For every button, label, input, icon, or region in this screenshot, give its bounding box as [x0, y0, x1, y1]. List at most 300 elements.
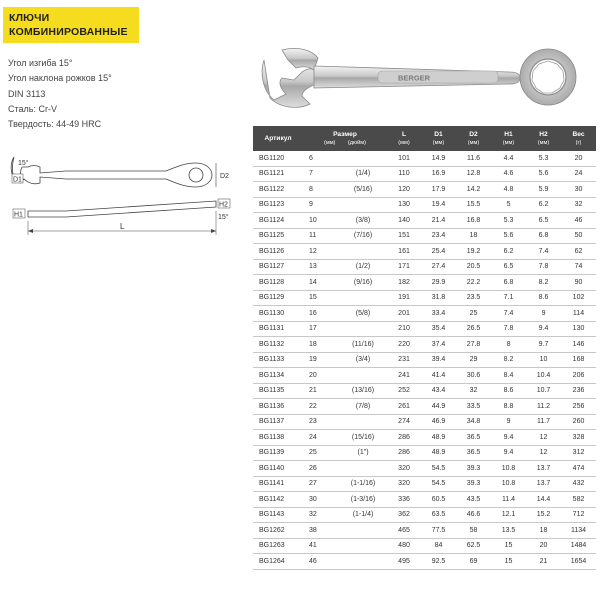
- cell-weight: 102: [561, 290, 596, 306]
- cell-size-inch: (15/16): [339, 430, 387, 446]
- cell-size-mm: 13: [303, 259, 339, 275]
- cell-length: 320: [387, 461, 421, 477]
- cell-length: 465: [387, 523, 421, 539]
- cell-h2: 20: [526, 538, 561, 554]
- cell-article: BG1123: [253, 197, 303, 213]
- cell-size-mm: 9: [303, 197, 339, 213]
- cell-size-inch: [339, 538, 387, 554]
- table-row: [253, 244, 596, 260]
- cell-length: 110: [387, 166, 421, 182]
- header-h2: H2 (мм): [537, 130, 550, 146]
- cell-weight: 1654: [561, 554, 596, 570]
- cell-h1: 8.6: [491, 383, 526, 399]
- header-d1: D1 (мм): [432, 130, 445, 146]
- cell-h2: 10.4: [526, 368, 561, 384]
- cell-length: 241: [387, 368, 421, 384]
- cell-weight: 1134: [561, 523, 596, 539]
- cell-d2: 27.8: [456, 337, 491, 353]
- cell-size-mm: 22: [303, 399, 339, 415]
- cell-h2: 9.4: [526, 321, 561, 337]
- cell-h1: 4.4: [491, 151, 526, 166]
- cell-size-mm: 26: [303, 461, 339, 477]
- cell-article: BG1131: [253, 321, 303, 337]
- cell-weight: 712: [561, 507, 596, 523]
- cell-size-mm: 12: [303, 244, 339, 260]
- cell-length: 480: [387, 538, 421, 554]
- cell-length: 320: [387, 476, 421, 492]
- cell-d2: 18: [456, 228, 491, 244]
- cell-size-inch: (3/4): [339, 352, 387, 368]
- cell-article: BG1137: [253, 414, 303, 430]
- cell-length: 274: [387, 414, 421, 430]
- table-row: [253, 383, 596, 399]
- spec-standard: DIN 3113: [8, 88, 46, 99]
- cell-d2: 62.5: [456, 538, 491, 554]
- table-row: [253, 197, 596, 213]
- cell-d1: 48.9: [421, 445, 456, 461]
- cell-d2: 20.5: [456, 259, 491, 275]
- cell-h1: 8.4: [491, 368, 526, 384]
- cell-d2: 36.5: [456, 445, 491, 461]
- cell-h2: 14.4: [526, 492, 561, 508]
- cell-size-mm: 8: [303, 182, 339, 198]
- cell-d2: 43.5: [456, 492, 491, 508]
- cell-d2: 33.5: [456, 399, 491, 415]
- cell-length: 182: [387, 275, 421, 291]
- table-body: [253, 151, 596, 569]
- cell-size-inch: [339, 321, 387, 337]
- cell-h1: 5.6: [491, 228, 526, 244]
- cell-weight: 62: [561, 244, 596, 260]
- table-row: [253, 538, 596, 554]
- cell-size-mm: 15: [303, 290, 339, 306]
- cell-weight: 46: [561, 213, 596, 229]
- cell-d2: 11.6: [456, 151, 491, 166]
- table-row: [253, 430, 596, 446]
- title-banner: [3, 7, 139, 43]
- cell-h2: 5.6: [526, 166, 561, 182]
- cell-size-mm: 10: [303, 213, 339, 229]
- cell-length: 220: [387, 337, 421, 353]
- d1-label: D1: [13, 176, 22, 184]
- cell-size-inch: [339, 523, 387, 539]
- cell-h1: 5.3: [491, 213, 526, 229]
- cell-h2: 10: [526, 352, 561, 368]
- cell-h2: 7.8: [526, 259, 561, 275]
- cell-d1: 44.9: [421, 399, 456, 415]
- title-line-1: КЛЮЧИ: [9, 12, 50, 24]
- table-row: [253, 492, 596, 508]
- cell-article: BG1127: [253, 259, 303, 275]
- table-row: [253, 352, 596, 368]
- header-weight: Вес (г): [572, 130, 585, 146]
- table-row: [253, 523, 596, 539]
- cell-weight: 256: [561, 399, 596, 415]
- cell-d1: 29.9: [421, 275, 456, 291]
- cell-size-mm: 46: [303, 554, 339, 570]
- cell-h1: 10.8: [491, 461, 526, 477]
- table-row: [253, 554, 596, 570]
- table-row: [253, 213, 596, 229]
- header-l: L (мм): [398, 130, 410, 146]
- cell-h1: 15: [491, 554, 526, 570]
- table-row: [253, 151, 596, 166]
- cell-size-mm: 24: [303, 430, 339, 446]
- cell-article: BG1141: [253, 476, 303, 492]
- cell-d2: 26.5: [456, 321, 491, 337]
- cell-size-mm: 17: [303, 321, 339, 337]
- cell-size-inch: (11/16): [339, 337, 387, 353]
- spec-table-wrapper: [253, 126, 596, 570]
- cell-size-inch: (7/16): [339, 228, 387, 244]
- cell-weight: 20: [561, 151, 596, 166]
- cell-weight: 582: [561, 492, 596, 508]
- cell-size-inch: (1-3/16): [339, 492, 387, 508]
- table-row: [253, 275, 596, 291]
- cell-size-inch: [339, 461, 387, 477]
- cell-article: BG1139: [253, 445, 303, 461]
- cell-size-mm: 32: [303, 507, 339, 523]
- cell-h1: 11.4: [491, 492, 526, 508]
- cell-d1: 21.4: [421, 213, 456, 229]
- cell-size-mm: 18: [303, 337, 339, 353]
- cell-length: 161: [387, 244, 421, 260]
- cell-length: 252: [387, 383, 421, 399]
- cell-article: BG1262: [253, 523, 303, 539]
- cell-size-inch: (1"): [339, 445, 387, 461]
- cell-weight: 114: [561, 306, 596, 322]
- cell-h1: 9.4: [491, 445, 526, 461]
- cell-d2: 58: [456, 523, 491, 539]
- cell-size-inch: (5/8): [339, 306, 387, 322]
- cell-d1: 35.4: [421, 321, 456, 337]
- cell-d2: 46.6: [456, 507, 491, 523]
- cell-h2: 7.4: [526, 244, 561, 260]
- cell-d2: 15.5: [456, 197, 491, 213]
- cell-size-inch: [339, 368, 387, 384]
- cell-article: BG1133: [253, 352, 303, 368]
- cell-d1: 43.4: [421, 383, 456, 399]
- cell-size-inch: [339, 290, 387, 306]
- cell-length: 336: [387, 492, 421, 508]
- cell-article: BG1136: [253, 399, 303, 415]
- cell-size-inch: [339, 151, 387, 166]
- cell-article: BG1125: [253, 228, 303, 244]
- specs-list: [8, 56, 112, 132]
- cell-length: 362: [387, 507, 421, 523]
- cell-d1: 84: [421, 538, 456, 554]
- cell-h2: 6.2: [526, 197, 561, 213]
- cell-article: BG1142: [253, 492, 303, 508]
- cell-h2: 5.3: [526, 151, 561, 166]
- l-label: L: [120, 222, 125, 231]
- cell-length: 201: [387, 306, 421, 322]
- cell-length: 286: [387, 445, 421, 461]
- cell-length: 210: [387, 321, 421, 337]
- cell-h1: 5: [491, 197, 526, 213]
- cell-article: BG1124: [253, 213, 303, 229]
- cell-article: BG1264: [253, 554, 303, 570]
- cell-weight: 312: [561, 445, 596, 461]
- cell-h1: 4.6: [491, 166, 526, 182]
- cell-size-inch: (13/16): [339, 383, 387, 399]
- cell-h1: 13.5: [491, 523, 526, 539]
- cell-d2: 30.6: [456, 368, 491, 384]
- spec-table: [253, 126, 596, 570]
- cell-h2: 12: [526, 430, 561, 446]
- table-row: [253, 399, 596, 415]
- cell-article: BG1138: [253, 430, 303, 446]
- d2-label: D2: [220, 173, 229, 180]
- cell-size-mm: 38: [303, 523, 339, 539]
- cell-d2: 36.5: [456, 430, 491, 446]
- cell-size-inch: (9/16): [339, 275, 387, 291]
- header-h1: H1 (мм): [502, 130, 515, 146]
- cell-size-mm: 23: [303, 414, 339, 430]
- cell-h2: 12: [526, 445, 561, 461]
- cell-article: BG1140: [253, 461, 303, 477]
- cell-weight: 130: [561, 321, 596, 337]
- table-row: [253, 461, 596, 477]
- cell-article: BG1126: [253, 244, 303, 260]
- table-row: [253, 290, 596, 306]
- cell-h1: 15: [491, 538, 526, 554]
- cell-size-inch: [339, 414, 387, 430]
- cell-weight: 168: [561, 352, 596, 368]
- cell-h1: 6.5: [491, 259, 526, 275]
- spec-bend-angle: Угол изгиба 15°: [8, 58, 73, 68]
- header-size: Размер (мм) (дюйм): [324, 130, 367, 146]
- cell-d2: 69: [456, 554, 491, 570]
- cell-d1: 54.5: [421, 476, 456, 492]
- cell-length: 140: [387, 213, 421, 229]
- cell-d2: 23.5: [456, 290, 491, 306]
- cell-size-mm: 7: [303, 166, 339, 182]
- cell-article: BG1121: [253, 166, 303, 182]
- cell-size-mm: 30: [303, 492, 339, 508]
- cell-article: BG1132: [253, 337, 303, 353]
- cell-d2: 25: [456, 306, 491, 322]
- cell-h2: 6.8: [526, 228, 561, 244]
- cell-d1: 33.4: [421, 306, 456, 322]
- cell-d1: 23.4: [421, 228, 456, 244]
- table-row: [253, 306, 596, 322]
- dimension-diagram: [6, 153, 246, 243]
- cell-d2: 12.8: [456, 166, 491, 182]
- cell-d1: 39.4: [421, 352, 456, 368]
- cell-size-inch: (1-1/4): [339, 507, 387, 523]
- cell-weight: 328: [561, 430, 596, 446]
- cell-length: 130: [387, 197, 421, 213]
- cell-h2: 13.7: [526, 461, 561, 477]
- h1-label: H1: [14, 211, 23, 219]
- cell-article: BG1122: [253, 182, 303, 198]
- header-d2: D2 (мм): [467, 130, 480, 146]
- cell-d1: 25.4: [421, 244, 456, 260]
- cell-weight: 432: [561, 476, 596, 492]
- brand-engraving: BERGER: [398, 73, 431, 83]
- cell-h1: 4.8: [491, 182, 526, 198]
- cell-size-inch: (3/8): [339, 213, 387, 229]
- cell-length: 120: [387, 182, 421, 198]
- cell-h2: 6.5: [526, 213, 561, 229]
- cell-d1: 41.4: [421, 368, 456, 384]
- cell-h2: 8.6: [526, 290, 561, 306]
- table-row: [253, 445, 596, 461]
- cell-d1: 17.9: [421, 182, 456, 198]
- cell-d1: 92.5: [421, 554, 456, 570]
- cell-h2: 9: [526, 306, 561, 322]
- cell-h1: 8.2: [491, 352, 526, 368]
- table-header-row: [253, 126, 596, 151]
- table-row: [253, 414, 596, 430]
- cell-article: BG1134: [253, 368, 303, 384]
- angle-label-top: 15°: [18, 160, 29, 167]
- cell-d1: 46.9: [421, 414, 456, 430]
- cell-d1: 48.9: [421, 430, 456, 446]
- cell-h1: 8: [491, 337, 526, 353]
- table-row: [253, 476, 596, 492]
- cell-d2: 16.8: [456, 213, 491, 229]
- cell-h1: 12.1: [491, 507, 526, 523]
- cell-h2: 5.9: [526, 182, 561, 198]
- cell-d1: 60.5: [421, 492, 456, 508]
- cell-size-mm: 6: [303, 151, 339, 166]
- spec-hardness: Твердость: 44-49 HRC: [8, 119, 102, 130]
- cell-article: BG1135: [253, 383, 303, 399]
- cell-size-mm: 20: [303, 368, 339, 384]
- cell-d2: 29: [456, 352, 491, 368]
- cell-weight: 74: [561, 259, 596, 275]
- cell-size-mm: 11: [303, 228, 339, 244]
- cell-h2: 11.7: [526, 414, 561, 430]
- cell-article: BG1143: [253, 507, 303, 523]
- header-article: Артикул: [264, 134, 292, 142]
- cell-h1: 7.4: [491, 306, 526, 322]
- cell-length: 495: [387, 554, 421, 570]
- cell-article: BG1263: [253, 538, 303, 554]
- cell-h2: 10.7: [526, 383, 561, 399]
- cell-length: 171: [387, 259, 421, 275]
- cell-h1: 6.8: [491, 275, 526, 291]
- cell-article: BG1129: [253, 290, 303, 306]
- cell-weight: 90: [561, 275, 596, 291]
- cell-length: 151: [387, 228, 421, 244]
- cell-weight: 206: [561, 368, 596, 384]
- cell-length: 101: [387, 151, 421, 166]
- wrench-image: [258, 42, 578, 112]
- cell-h1: 7.8: [491, 321, 526, 337]
- cell-d1: 27.4: [421, 259, 456, 275]
- cell-weight: 1484: [561, 538, 596, 554]
- cell-weight: 236: [561, 383, 596, 399]
- cell-d2: 39.3: [456, 476, 491, 492]
- cell-weight: 474: [561, 461, 596, 477]
- cell-weight: 260: [561, 414, 596, 430]
- cell-size-inch: (1-1/16): [339, 476, 387, 492]
- cell-weight: 50: [561, 228, 596, 244]
- cell-length: 286: [387, 430, 421, 446]
- cell-d1: 19.4: [421, 197, 456, 213]
- cell-h1: 7.1: [491, 290, 526, 306]
- cell-size-inch: (7/8): [339, 399, 387, 415]
- cell-size-mm: 19: [303, 352, 339, 368]
- cell-h2: 13.7: [526, 476, 561, 492]
- cell-size-mm: 16: [303, 306, 339, 322]
- table-row: [253, 337, 596, 353]
- cell-h1: 9.4: [491, 430, 526, 446]
- cell-length: 261: [387, 399, 421, 415]
- angle-label-side: 15°: [218, 214, 229, 221]
- cell-d1: 31.8: [421, 290, 456, 306]
- cell-size-inch: (1/4): [339, 166, 387, 182]
- cell-length: 231: [387, 352, 421, 368]
- table-row: [253, 182, 596, 198]
- table-row: [253, 321, 596, 337]
- cell-h2: 15.2: [526, 507, 561, 523]
- cell-size-inch: [339, 197, 387, 213]
- cell-h1: 6.2: [491, 244, 526, 260]
- cell-d1: 14.9: [421, 151, 456, 166]
- cell-weight: 146: [561, 337, 596, 353]
- cell-d1: 54.5: [421, 461, 456, 477]
- cell-size-inch: [339, 554, 387, 570]
- cell-length: 191: [387, 290, 421, 306]
- cell-h1: 9: [491, 414, 526, 430]
- cell-size-mm: 41: [303, 538, 339, 554]
- cell-d2: 34.8: [456, 414, 491, 430]
- table-row: [253, 166, 596, 182]
- cell-h2: 8.2: [526, 275, 561, 291]
- cell-weight: 30: [561, 182, 596, 198]
- table-row: [253, 368, 596, 384]
- spec-jaw-angle: Угол наклона рожков 15°: [8, 73, 112, 84]
- cell-d1: 16.9: [421, 166, 456, 182]
- cell-d1: 63.5: [421, 507, 456, 523]
- table-row: [253, 228, 596, 244]
- cell-article: BG1128: [253, 275, 303, 291]
- cell-h2: 21: [526, 554, 561, 570]
- cell-size-inch: (5/16): [339, 182, 387, 198]
- table-row: [253, 507, 596, 523]
- table-row: [253, 259, 596, 275]
- cell-weight: 32: [561, 197, 596, 213]
- cell-size-inch: [339, 244, 387, 260]
- cell-d2: 32: [456, 383, 491, 399]
- cell-size-mm: 25: [303, 445, 339, 461]
- cell-article: BG1130: [253, 306, 303, 322]
- cell-h2: 11.2: [526, 399, 561, 415]
- h2-label: H2: [219, 201, 228, 209]
- cell-weight: 24: [561, 166, 596, 182]
- cell-d1: 37.4: [421, 337, 456, 353]
- cell-h2: 9.7: [526, 337, 561, 353]
- cell-d2: 14.2: [456, 182, 491, 198]
- spec-steel: Сталь: Cr-V: [8, 103, 57, 114]
- cell-size-mm: 27: [303, 476, 339, 492]
- cell-d2: 19.2: [456, 244, 491, 260]
- cell-h1: 10.8: [491, 476, 526, 492]
- cell-d2: 22.2: [456, 275, 491, 291]
- cell-article: BG1120: [253, 151, 303, 166]
- cell-h1: 8.8: [491, 399, 526, 415]
- cell-size-mm: 14: [303, 275, 339, 291]
- cell-d2: 39.3: [456, 461, 491, 477]
- cell-d1: 77.5: [421, 523, 456, 539]
- cell-size-inch: (1/2): [339, 259, 387, 275]
- cell-size-mm: 21: [303, 383, 339, 399]
- title-line-2: КОМБИНИРОВАННЫЕ: [9, 26, 128, 38]
